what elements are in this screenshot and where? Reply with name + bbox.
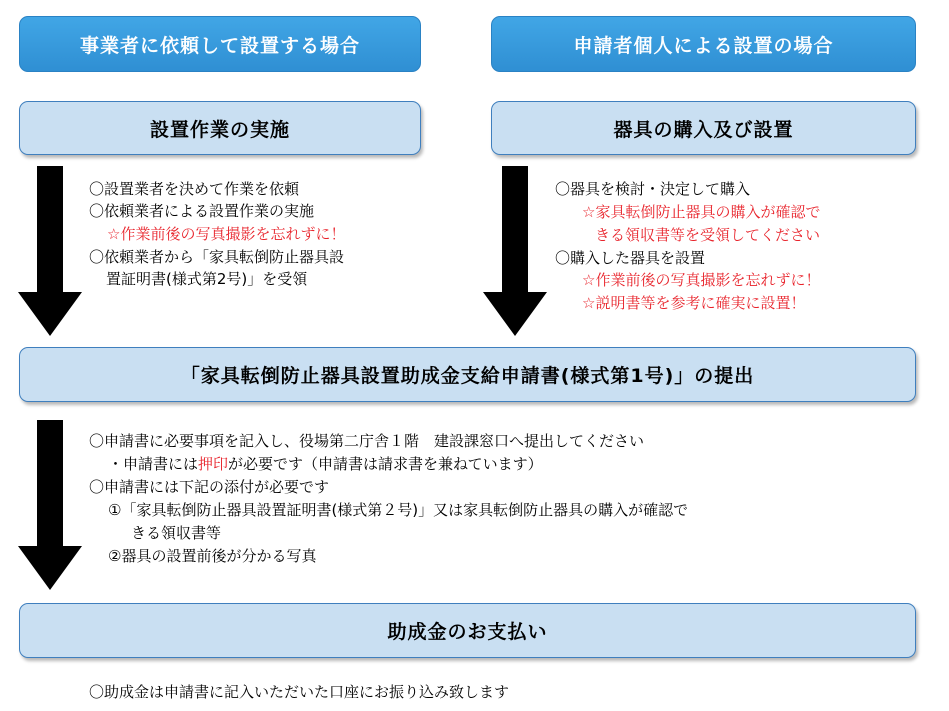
left-item-3-cont: 置証明書(様式第2号)」を受領 xyxy=(106,270,308,288)
right-note-manual: ☆説明書等を参考に確実に設置！ xyxy=(582,294,806,312)
step-installation-work-label: 設置作業の実施 xyxy=(149,118,290,141)
apply-item-1: 〇申請書に必要事項を記入し、役場第二庁舎１階 建設課窓口へ提出してください xyxy=(89,432,645,450)
step-submit-application-label: 「家具転倒防止器具設置助成金支給申請書(様式第1号)」の提出 xyxy=(180,365,755,387)
step-submit-application xyxy=(19,347,916,402)
left-item-3: 〇依頼業者から「家具転倒防止器具設 xyxy=(89,248,345,266)
header-business-install-label: 事業者に依頼して設置する場合 xyxy=(79,34,360,57)
header-individual-install xyxy=(491,16,916,72)
apply-seal-note-emphasis: 押印 xyxy=(198,455,229,473)
header-business-install xyxy=(19,16,421,72)
step-purchase-install xyxy=(491,101,916,155)
step-installation-work xyxy=(19,101,421,155)
apply-item-2: 〇申請書には下記の添付が必要です xyxy=(89,478,330,496)
apply-seal-note-pre: ・申請書には xyxy=(108,455,199,473)
arrow-right-down xyxy=(480,166,550,336)
right-item-1: 〇器具を検討・決定して購入 xyxy=(555,180,751,198)
apply-seal-note-post: が必要です（申請書は請求書を兼ねています） xyxy=(228,455,543,473)
right-note-photo: ☆作業前後の写真撮影を忘れずに！ xyxy=(582,271,821,289)
step-payment xyxy=(19,603,916,658)
arrow-left-down xyxy=(15,166,85,336)
apply-seal-note xyxy=(108,455,543,475)
step-purchase-install-label: 器具の購入及び設置 xyxy=(613,118,794,141)
right-note-receipt-cont: きる領収書等を受領してください xyxy=(595,226,821,244)
left-item-1: 〇設置業者を決めて作業を依頼 xyxy=(89,180,300,198)
right-note-receipt: ☆家具転倒防止器具の購入が確認で xyxy=(582,203,821,221)
apply-attachment-2: ②器具の設置前後が分かる写真 xyxy=(108,547,317,565)
left-item-2: 〇依頼業者による設置作業の実施 xyxy=(89,202,315,220)
left-note-photo: ☆作業前後の写真撮影を忘れずに！ xyxy=(107,225,346,243)
header-individual-install-label: 申請者個人による設置の場合 xyxy=(573,34,834,57)
step-payment-label: 助成金のお支払い xyxy=(387,621,548,643)
apply-attachment-1-cont: きる領収書等 xyxy=(131,524,222,542)
apply-attachment-1: ①「家具転倒防止器具設置証明書(様式第２号)」又は家具転倒防止器具の購入が確認で xyxy=(108,501,689,519)
payment-note: 〇助成金は申請書に記入いただいた口座にお振り込み致します xyxy=(89,683,510,701)
arrow-apply-down xyxy=(15,420,85,590)
right-item-2: 〇購入した器具を設置 xyxy=(555,249,706,267)
